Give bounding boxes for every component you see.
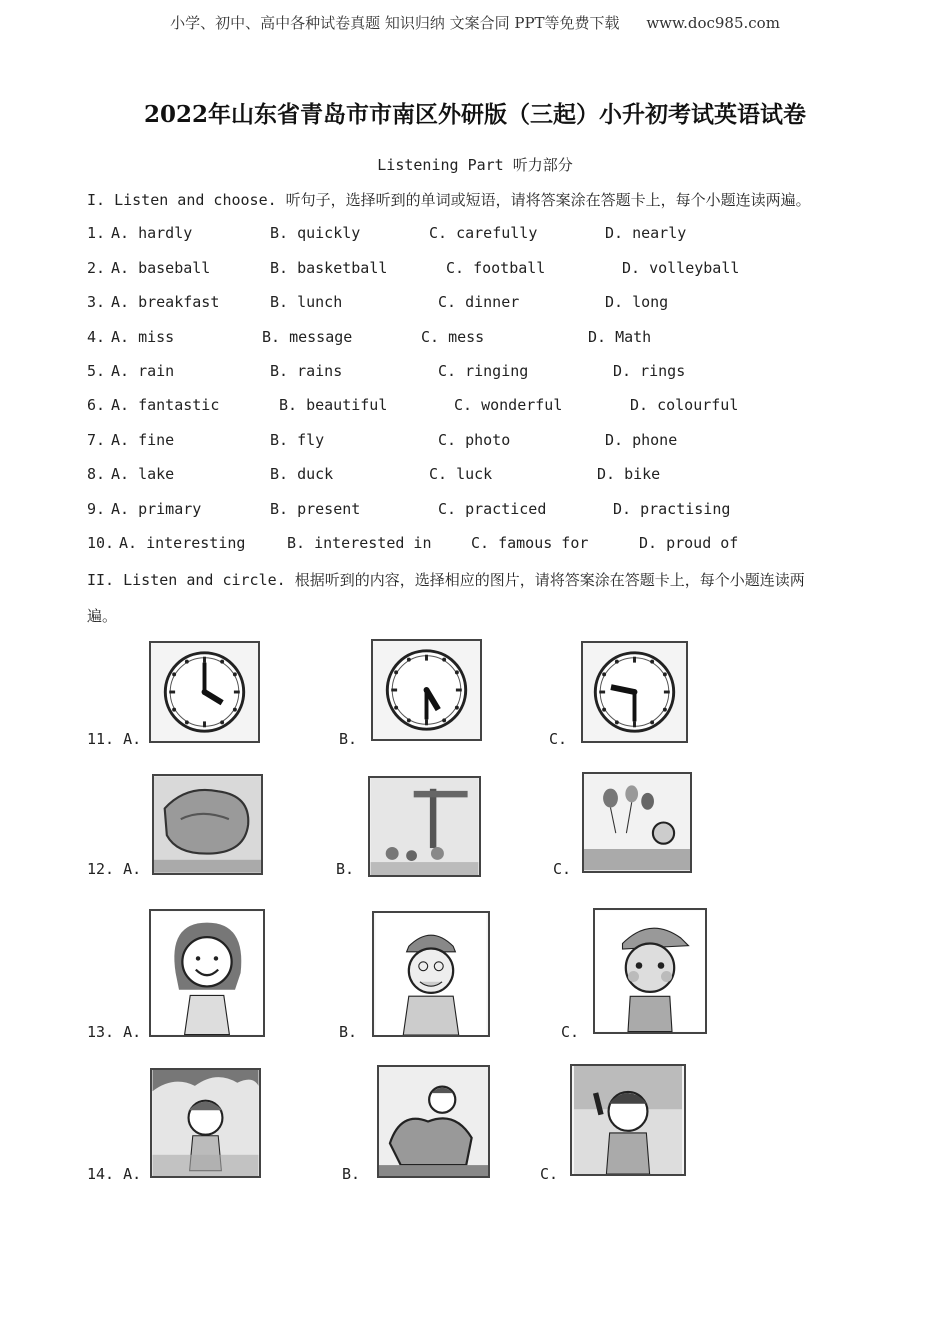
option-d: D. nearly [605, 224, 687, 242]
option-d: D. practising [613, 500, 731, 518]
park-scene-icon [370, 778, 479, 875]
question-5 [87, 362, 105, 380]
option-d: D. long [605, 293, 669, 311]
option-d: D. rings [613, 362, 686, 380]
question-number: 10. [87, 534, 115, 552]
clock-image-a [149, 641, 260, 743]
option-c: C. luck [429, 465, 493, 483]
option-a: A. baseball [111, 259, 211, 277]
question-10 [87, 534, 114, 552]
option-a: A. fantastic [111, 396, 220, 414]
option-a: A. lake [111, 465, 175, 483]
section2-instruction-cont: 遍。 [87, 607, 118, 625]
q12-label-b: B. [336, 860, 355, 878]
option-d: D. Math [588, 328, 652, 346]
option-c: C. wonderful [454, 396, 563, 414]
option-c: C. mess [421, 328, 485, 346]
clock-icon [583, 643, 686, 741]
option-d: D. bike [597, 465, 661, 483]
option-b: B. duck [270, 465, 334, 483]
question-number: 8. [87, 465, 106, 483]
option-b: B. basketball [270, 259, 388, 277]
question-6 [87, 396, 105, 414]
question-number: 7. [87, 431, 106, 449]
option-a: A. primary [111, 500, 202, 518]
q13-label-a: 13. A. [87, 1023, 142, 1041]
clock-icon [373, 641, 480, 739]
q12-label-a: 12. A. [87, 860, 142, 878]
q12-label-c: C. [553, 860, 572, 878]
activity-image-a [150, 1068, 261, 1178]
option-a: A. hardly [111, 224, 193, 242]
question-number: 6. [87, 396, 106, 414]
q14-label-a: 14. A. [87, 1165, 142, 1183]
pond-scene-icon [154, 776, 261, 873]
clock-image-c [581, 641, 688, 743]
question-number: 9. [87, 500, 106, 518]
option-c: C. famous for [471, 534, 589, 552]
question-number: 5. [87, 362, 106, 380]
option-c: C. football [446, 259, 546, 277]
option-c: C. dinner [438, 293, 520, 311]
q14-label-c: C. [540, 1165, 559, 1183]
clock-icon [151, 643, 258, 741]
question-4 [87, 328, 105, 346]
scene-image-a [152, 774, 263, 875]
option-d: D. phone [605, 431, 678, 449]
section1-instruction: I. Listen and choose. 听句子，选择听到的单词或短语，请将答案涂在答题卡上，每个小题连读两遍。 [87, 191, 811, 209]
question-2 [87, 259, 105, 277]
q14-label-b: B. [342, 1165, 361, 1183]
question-number: 4. [87, 328, 106, 346]
option-c: C. practiced [438, 500, 547, 518]
activity-image-c [570, 1064, 686, 1176]
balloon-scene-icon [584, 774, 690, 871]
clock-image-b [371, 639, 482, 741]
option-d: D. proud of [639, 534, 739, 552]
q13-label-c: C. [561, 1023, 580, 1041]
girl-icon [151, 911, 263, 1035]
question-8 [87, 465, 105, 483]
question-3 [87, 293, 105, 311]
part-subtitle: Listening Part 听力部分 [377, 156, 573, 174]
option-b: B. fly [270, 431, 325, 449]
scene-image-c [582, 772, 692, 873]
option-a: A. miss [111, 328, 175, 346]
option-b: B. interested in [287, 534, 432, 552]
option-b: B. present [270, 500, 361, 518]
option-b: B. message [262, 328, 353, 346]
question-7 [87, 431, 105, 449]
boy-icon [595, 910, 705, 1032]
question-number: 1. [87, 224, 106, 242]
option-b: B. rains [270, 362, 343, 380]
option-a: A. interesting [119, 534, 246, 552]
section2-instruction: II. Listen and circle. 根据听到的内容，选择相应的图片，请将答案涂在答题卡上，每个小题连读两 [87, 571, 805, 589]
question-1 [87, 224, 105, 242]
q11-label-b: B. [339, 730, 358, 748]
person-image-c [593, 908, 707, 1034]
activity-image-b [377, 1065, 490, 1178]
option-a: A. fine [111, 431, 175, 449]
exam-title: 2022年山东省青岛市市南区外研版（三起）小升初考试英语试卷 [143, 101, 806, 128]
option-a: A. rain [111, 362, 175, 380]
option-b: B. quickly [270, 224, 361, 242]
option-d: D. colourful [630, 396, 739, 414]
header-site: www.doc985.com [646, 14, 780, 32]
question-number: 2. [87, 259, 106, 277]
q11-label-a: 11. A. [87, 730, 142, 748]
option-d: D. volleyball [622, 259, 740, 277]
person-image-b [372, 911, 490, 1037]
person-image-a [149, 909, 265, 1037]
page-header [0, 12, 950, 33]
option-c: C. photo [438, 431, 511, 449]
option-c: C. carefully [429, 224, 538, 242]
option-b: B. beautiful [279, 396, 388, 414]
question-9 [87, 500, 105, 518]
option-a: A. breakfast [111, 293, 220, 311]
option-c: C. ringing [438, 362, 529, 380]
question-number: 3. [87, 293, 106, 311]
q11-label-c: C. [549, 730, 568, 748]
header-text: 小学、初中、高中各种试卷真题 知识归纳 文案合同 PPT等免费下载 [170, 14, 620, 32]
beach-boy-icon [152, 1070, 259, 1176]
waving-boy-icon [572, 1066, 684, 1174]
option-b: B. lunch [270, 293, 343, 311]
old-man-icon [374, 913, 488, 1035]
scene-image-b [368, 776, 481, 877]
horse-rider-icon [379, 1067, 488, 1176]
q13-label-b: B. [339, 1023, 358, 1041]
